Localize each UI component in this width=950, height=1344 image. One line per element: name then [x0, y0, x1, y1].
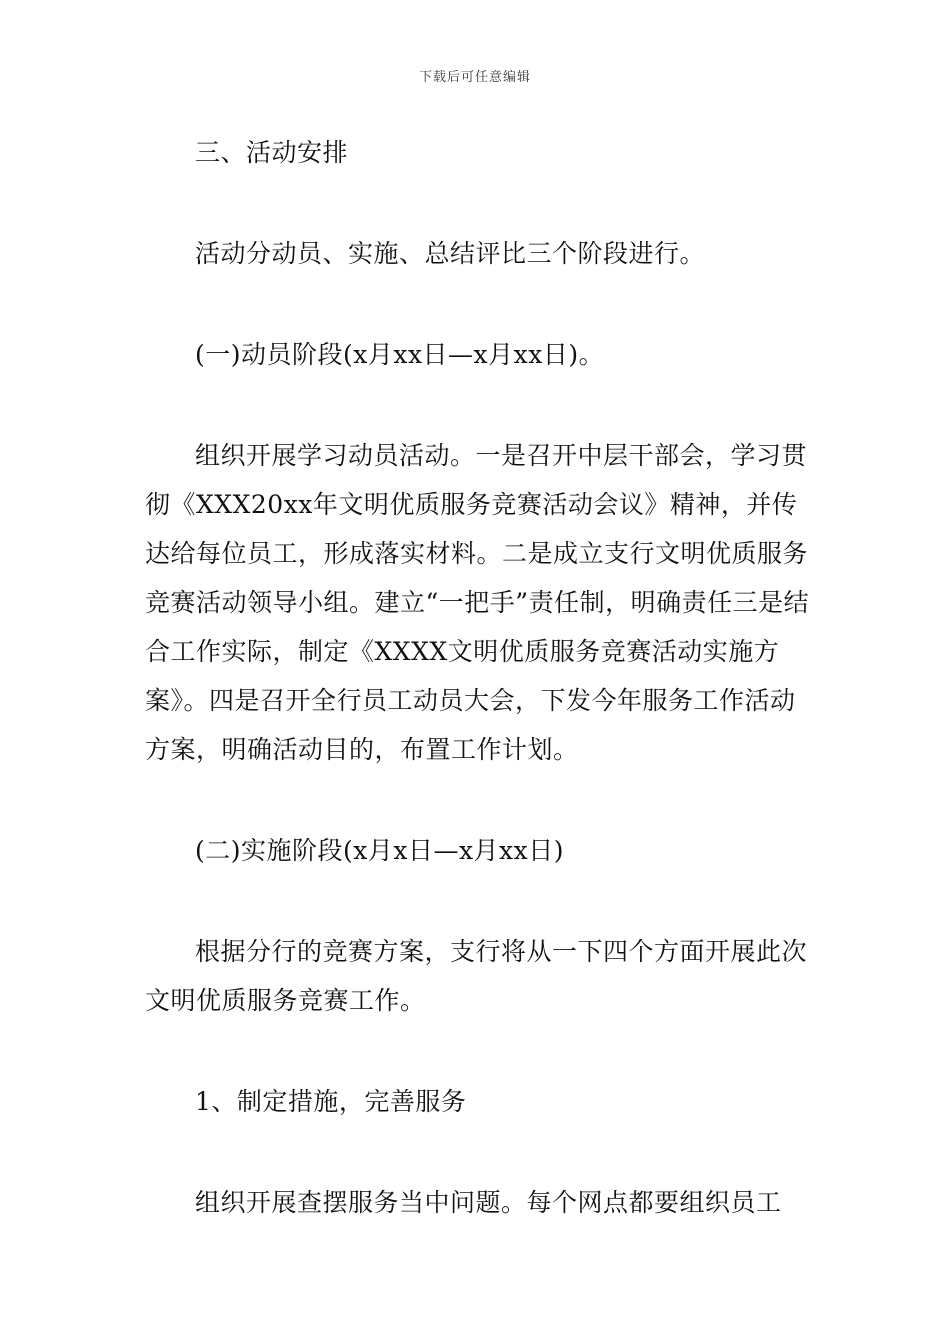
page-header-note: 下载后可任意编辑 — [418, 70, 531, 85]
paragraph-mobilization: 组织开展学习动员活动。一是召开中层干部会，学习贯彻《XXX20xx年文明优质服务竞赛活动会议》精神，并传达给每位员工，形成落实材料。二是成立支行文明优质服务竞赛活动领导小组。建立“一把手”责任制，明确责任三是结合工作实际，制定《XXXX文明优质服务竞赛活动实施方案》。四是召开全行员工动员大会，下发今年服务工作活动方案，明确活动目的，布置工作计划。 — [145, 441, 810, 764]
paragraph-measures: 组织开展查摆服务当中问题。每个网点都要组织员工 — [195, 1188, 782, 1217]
document-body — [145, 128, 810, 1279]
item-heading-measures: 1、制定措施，完善服务 — [195, 1087, 467, 1116]
subsection-heading-implementation: (二)实施阶段(x月x日—x月xx日) — [195, 836, 565, 865]
paragraph-implementation: 根据分行的竞赛方案，支行将从一下四个方面开展此次文明优质服务竞赛工作。 — [145, 937, 808, 1015]
paragraph-overview: 活动分动员、实施、总结评比三个阶段进行。 — [195, 239, 706, 268]
subsection-heading-mobilization: (一)动员阶段(x月xx日—x月xx日)。 — [195, 340, 605, 369]
section-heading: 三、活动安排 — [195, 138, 349, 167]
